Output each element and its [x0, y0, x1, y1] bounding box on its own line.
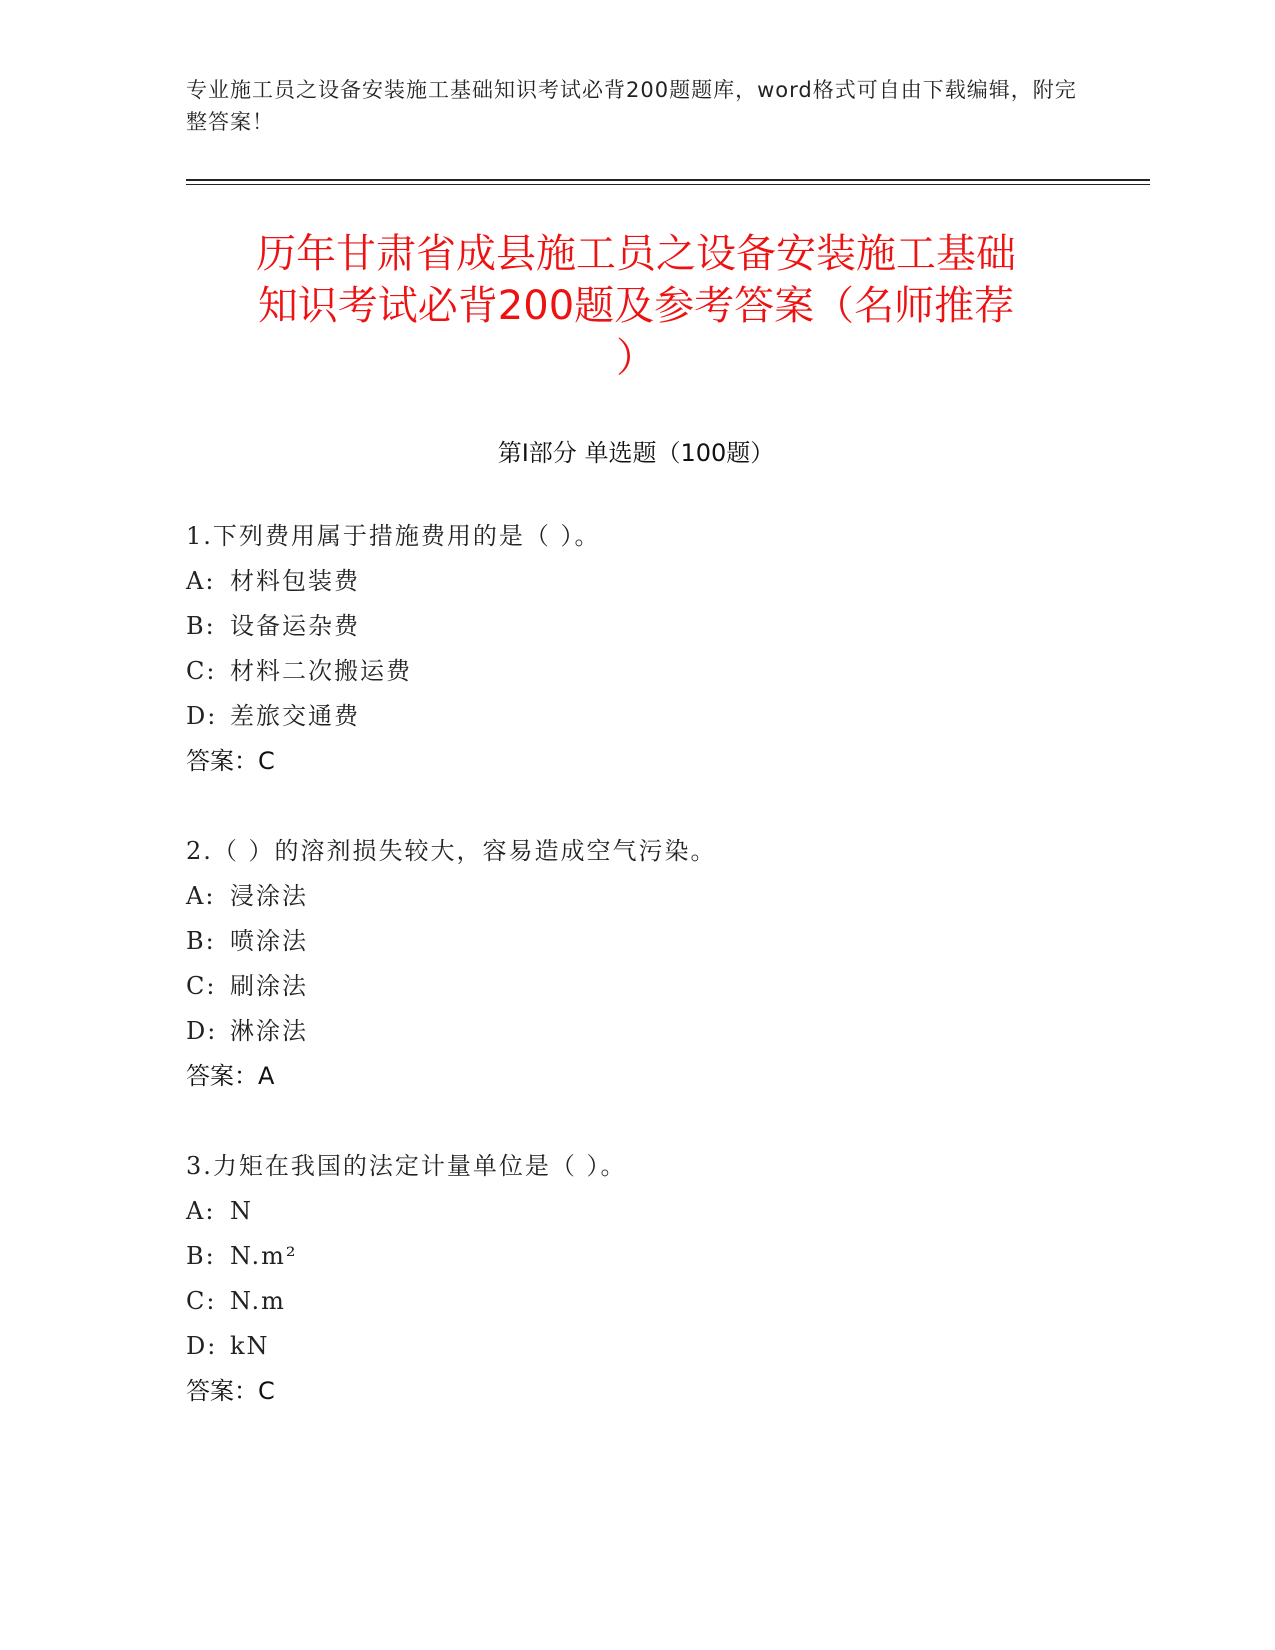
option-text: N.m²: [230, 1242, 298, 1270]
option-key: A:: [186, 882, 216, 910]
option-a: [186, 1189, 1126, 1234]
answer-value: C: [258, 1377, 275, 1405]
option-key: A:: [186, 1197, 216, 1225]
option-text: kN: [230, 1332, 270, 1360]
option-text: 淋涂法: [230, 1017, 308, 1045]
option-text: 差旅交通费: [230, 702, 360, 730]
question-3: [186, 1144, 1126, 1414]
option-d: [186, 694, 1126, 739]
document-title: [186, 228, 1086, 384]
option-key: D:: [186, 1017, 218, 1045]
answer-line: [186, 1054, 1126, 1099]
option-text: 材料二次搬运费: [230, 657, 412, 685]
answer-label: 答案：: [186, 747, 258, 775]
option-key: D:: [186, 702, 218, 730]
option-text: 浸涂法: [230, 882, 308, 910]
option-b: [186, 1234, 1126, 1279]
question-1: [186, 514, 1126, 784]
option-key: B:: [186, 612, 216, 640]
header-rule-thin: [186, 184, 1150, 185]
option-d: [186, 1009, 1126, 1054]
answer-value: C: [258, 747, 275, 775]
option-key: C:: [186, 972, 217, 1000]
question-stem: 3.力矩在我国的法定计量单位是（ ）。: [186, 1152, 627, 1180]
answer-value: A: [258, 1062, 275, 1090]
option-text: N.m: [230, 1287, 286, 1315]
header-rule-thick: [186, 179, 1150, 181]
answer-line: [186, 739, 1126, 784]
option-text: 设备运杂费: [230, 612, 360, 640]
option-text: 材料包装费: [230, 567, 360, 595]
question-stem: 2.（ ）的溶剂损失较大，容易造成空气污染。: [186, 837, 717, 865]
option-key: B:: [186, 927, 216, 955]
option-b: [186, 919, 1126, 964]
question-stem: 1.下列费用属于措施费用的是（ ）。: [186, 522, 601, 550]
option-c: [186, 964, 1126, 1009]
option-text: N: [230, 1197, 253, 1225]
option-d: [186, 1324, 1126, 1369]
question-2: [186, 829, 1126, 1099]
option-key: D:: [186, 1332, 218, 1360]
answer-label: 答案：: [186, 1062, 258, 1090]
option-key: B:: [186, 1242, 216, 1270]
document-title-line-3: ）: [616, 335, 656, 381]
document-title-line-2: 知识考试必背200题及参考答案（名师推荐: [257, 283, 1015, 329]
option-b: [186, 604, 1126, 649]
option-a: [186, 559, 1126, 604]
section-title: 第Ⅰ部分 单选题（100题）: [497, 439, 775, 467]
option-key: A:: [186, 567, 216, 595]
option-text: 喷涂法: [230, 927, 308, 955]
answer-label: 答案：: [186, 1377, 258, 1405]
header-note: 专业施工员之设备安装施工基础知识考试必背200题题库，word格式可自由下载编辑，附完整答案！: [186, 78, 1077, 134]
answer-line: [186, 1369, 1126, 1414]
document-title-line-1: 历年甘肃省成县施工员之设备安装施工基础: [256, 231, 1016, 277]
option-key: C:: [186, 657, 217, 685]
option-text: 刷涂法: [230, 972, 308, 1000]
option-c: [186, 649, 1126, 694]
option-c: [186, 1279, 1126, 1324]
option-a: [186, 874, 1126, 919]
option-key: C:: [186, 1287, 217, 1315]
